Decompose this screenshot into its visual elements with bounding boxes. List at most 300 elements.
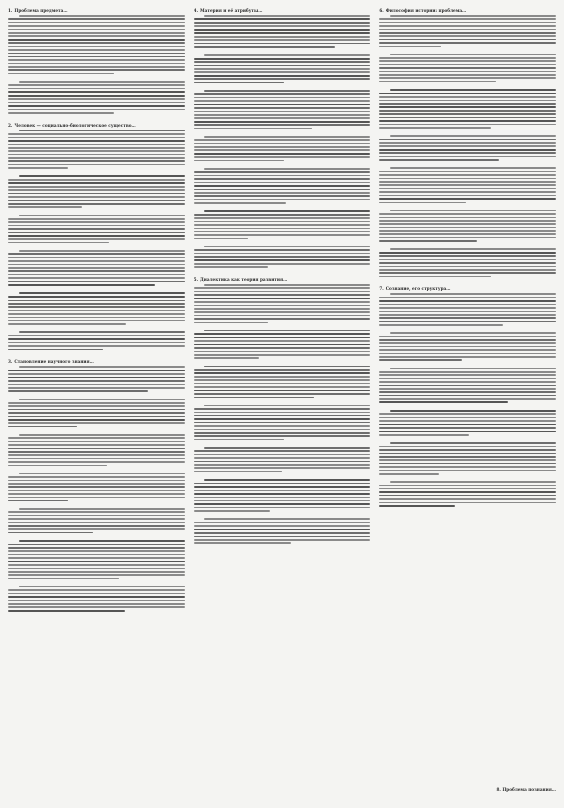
text-line xyxy=(19,331,185,333)
text-line xyxy=(379,470,556,472)
text-line xyxy=(8,320,185,322)
section-title-text: Сознание, его структура… xyxy=(385,286,451,292)
text-line xyxy=(379,110,556,112)
text-line xyxy=(379,93,556,95)
text-line xyxy=(8,349,103,351)
text-line xyxy=(194,386,371,388)
text-line xyxy=(379,374,556,376)
text-line xyxy=(194,439,284,441)
text-line xyxy=(379,336,556,338)
text-line xyxy=(379,139,556,141)
text-line xyxy=(8,323,126,325)
text-line xyxy=(194,390,371,392)
text-line xyxy=(379,463,556,465)
text-line xyxy=(8,253,185,255)
text-line xyxy=(194,29,371,31)
text-line xyxy=(379,156,556,158)
text-line xyxy=(8,102,185,104)
text-line xyxy=(194,143,371,145)
text-line xyxy=(8,480,185,482)
section xyxy=(194,8,371,268)
section-title xyxy=(194,277,371,282)
text-line xyxy=(8,486,185,488)
text-line xyxy=(194,149,371,151)
text-line xyxy=(8,260,185,262)
text-line xyxy=(194,39,371,41)
text-line xyxy=(194,422,371,424)
text-line xyxy=(8,603,185,605)
text-line xyxy=(379,237,556,239)
text-line xyxy=(8,490,185,492)
section-title xyxy=(8,8,185,13)
text-line xyxy=(8,32,185,34)
text-line xyxy=(379,276,490,278)
text-line xyxy=(194,75,371,77)
text-line xyxy=(194,340,371,342)
text-line xyxy=(8,550,185,552)
text-line xyxy=(19,540,185,542)
text-line xyxy=(379,502,556,504)
section-title-text: Проблема предмета… xyxy=(14,8,68,13)
text-line xyxy=(379,159,499,161)
text-line xyxy=(8,257,185,259)
paragraph-gap xyxy=(194,131,371,134)
text-line xyxy=(194,294,371,296)
text-line xyxy=(379,233,556,235)
text-line xyxy=(194,249,371,251)
text-line xyxy=(379,106,556,108)
text-line xyxy=(194,425,371,427)
section-number: 2. xyxy=(8,122,13,128)
text-line xyxy=(8,98,185,100)
text-line xyxy=(194,228,371,230)
text-line xyxy=(379,71,556,73)
text-line xyxy=(194,500,371,502)
text-line xyxy=(379,272,556,274)
text-line xyxy=(19,399,185,401)
text-line xyxy=(8,18,185,20)
text-line xyxy=(194,301,371,303)
text-line xyxy=(194,464,371,466)
text-line xyxy=(194,536,371,538)
text-line xyxy=(194,32,371,34)
text-line xyxy=(194,490,371,492)
text-line xyxy=(8,448,185,450)
text-line xyxy=(194,315,371,317)
text-line xyxy=(8,511,185,513)
text-line xyxy=(194,214,371,216)
text-line xyxy=(379,181,556,183)
section-body xyxy=(194,284,371,544)
text-line xyxy=(390,167,556,169)
text-line xyxy=(8,221,185,223)
text-line xyxy=(194,351,371,353)
text-line xyxy=(8,270,185,272)
text-line xyxy=(8,186,185,188)
paragraph-gap xyxy=(379,163,556,166)
text-line xyxy=(379,297,556,299)
text-line xyxy=(8,342,185,344)
text-line xyxy=(379,103,556,105)
text-line xyxy=(379,413,556,415)
text-line xyxy=(8,22,185,24)
text-line xyxy=(19,473,185,475)
text-line xyxy=(8,370,185,372)
text-line xyxy=(379,459,556,461)
text-line xyxy=(204,479,370,481)
text-line xyxy=(8,426,77,428)
text-line xyxy=(8,561,185,563)
text-line xyxy=(8,600,185,602)
text-line xyxy=(8,137,185,139)
text-line xyxy=(379,353,556,355)
text-line xyxy=(379,449,556,451)
text-line xyxy=(8,419,185,421)
text-line xyxy=(8,69,185,71)
text-line xyxy=(194,344,371,346)
text-line xyxy=(204,210,370,212)
paragraph-gap xyxy=(8,76,185,79)
text-line xyxy=(379,431,556,433)
text-line xyxy=(379,395,556,397)
paragraph-gap xyxy=(8,327,185,330)
text-line xyxy=(194,539,371,541)
text-line xyxy=(379,427,556,429)
text-line xyxy=(194,128,312,130)
text-line xyxy=(204,136,370,138)
text-line xyxy=(194,231,371,233)
text-line xyxy=(8,518,185,520)
text-line xyxy=(194,139,371,141)
text-line xyxy=(8,267,185,269)
text-line xyxy=(8,578,119,580)
text-line xyxy=(8,200,185,202)
paragraph-gap xyxy=(194,474,371,477)
text-line xyxy=(390,368,556,370)
text-line xyxy=(194,263,371,265)
text-line xyxy=(379,57,556,59)
section xyxy=(194,277,371,544)
paragraph-gap xyxy=(194,400,371,403)
section-body xyxy=(8,130,185,350)
text-line xyxy=(379,398,556,400)
text-line xyxy=(379,171,556,173)
text-line xyxy=(8,167,68,169)
text-line xyxy=(379,220,556,222)
text-line xyxy=(379,117,556,119)
text-line xyxy=(194,318,371,320)
text-line xyxy=(194,100,371,102)
text-line xyxy=(8,203,185,205)
text-line xyxy=(204,366,370,368)
text-line xyxy=(19,366,185,368)
text-line xyxy=(8,150,185,152)
text-line xyxy=(8,310,185,312)
text-line xyxy=(390,332,556,334)
text-line xyxy=(194,256,371,258)
text-line xyxy=(8,56,185,58)
text-line xyxy=(379,466,556,468)
text-line xyxy=(379,230,556,232)
text-line xyxy=(194,121,371,123)
text-line xyxy=(8,454,185,456)
text-line xyxy=(194,175,371,177)
section xyxy=(379,286,556,506)
text-line xyxy=(194,354,371,356)
text-line xyxy=(390,293,556,295)
text-line xyxy=(194,429,371,431)
text-line xyxy=(379,195,556,197)
text-line xyxy=(194,46,335,48)
text-line xyxy=(8,500,68,502)
text-line xyxy=(8,574,185,576)
text-line xyxy=(8,238,185,240)
text-line xyxy=(19,15,185,17)
text-line xyxy=(194,529,371,531)
text-line xyxy=(8,458,185,460)
text-line xyxy=(194,58,371,60)
section-body xyxy=(8,366,185,611)
text-line xyxy=(194,298,371,300)
text-line xyxy=(8,444,185,446)
paragraph-gap xyxy=(8,429,185,432)
paragraph-gap xyxy=(8,171,185,174)
text-line xyxy=(379,96,556,98)
text-line xyxy=(8,416,185,418)
text-line xyxy=(8,133,185,135)
section-title-text: Философия истории: проблема… xyxy=(385,8,467,13)
text-line xyxy=(8,105,185,107)
text-line xyxy=(379,178,556,180)
text-line xyxy=(8,39,185,41)
section-number: 5. xyxy=(193,277,199,282)
text-line xyxy=(8,109,185,111)
paragraph-gap xyxy=(194,241,371,244)
text-line xyxy=(379,188,556,190)
text-line xyxy=(204,246,370,248)
text-line xyxy=(194,97,371,99)
text-line xyxy=(379,391,556,393)
paragraph-gap xyxy=(379,405,556,408)
text-line xyxy=(8,277,185,279)
text-line xyxy=(379,124,556,126)
text-line xyxy=(194,497,371,499)
text-line xyxy=(379,453,556,455)
text-line xyxy=(8,179,185,181)
text-line xyxy=(8,476,185,478)
text-line xyxy=(204,447,370,449)
text-line xyxy=(8,525,185,527)
paragraph-gap xyxy=(8,394,185,397)
text-line xyxy=(379,262,556,264)
paragraph-gap xyxy=(379,244,556,247)
text-line xyxy=(194,291,371,293)
text-line xyxy=(194,36,371,38)
text-line xyxy=(390,248,556,250)
text-line xyxy=(8,405,185,407)
text-line xyxy=(194,224,371,226)
text-line xyxy=(194,61,371,63)
text-line xyxy=(8,402,185,404)
text-line xyxy=(194,486,371,488)
text-line xyxy=(379,25,556,27)
section-number: 3. xyxy=(8,359,13,365)
text-line xyxy=(390,481,556,483)
text-line xyxy=(379,456,556,458)
text-line xyxy=(379,142,556,144)
text-line xyxy=(379,346,556,348)
text-line xyxy=(194,259,371,261)
text-line xyxy=(8,225,185,227)
text-line xyxy=(390,135,556,137)
section-body xyxy=(8,15,185,114)
text-line xyxy=(194,457,371,459)
text-line xyxy=(194,68,371,70)
text-line xyxy=(8,422,185,424)
text-line xyxy=(379,314,556,316)
text-line xyxy=(379,321,556,323)
text-line xyxy=(204,168,370,170)
text-line xyxy=(194,107,371,109)
section-title xyxy=(379,286,556,291)
paragraph-gap xyxy=(194,206,371,209)
section-body xyxy=(194,15,371,268)
text-line xyxy=(8,437,185,439)
text-line xyxy=(8,532,93,534)
text-line xyxy=(19,292,185,294)
text-line xyxy=(194,454,371,456)
text-line xyxy=(8,380,185,382)
paragraph-gap xyxy=(8,288,185,291)
text-line xyxy=(379,491,556,493)
text-line xyxy=(379,485,556,487)
text-line xyxy=(379,42,556,44)
text-line xyxy=(194,372,371,374)
text-line xyxy=(194,253,371,255)
text-line xyxy=(194,376,371,378)
text-line xyxy=(8,53,185,55)
text-line xyxy=(8,610,125,612)
text-line xyxy=(379,381,556,383)
text-line xyxy=(194,415,371,417)
section-title xyxy=(194,8,371,13)
text-line xyxy=(379,184,556,186)
text-line xyxy=(194,160,284,162)
text-line xyxy=(19,81,185,83)
text-line xyxy=(19,130,185,132)
paragraph-gap xyxy=(194,361,371,364)
text-line xyxy=(379,74,556,76)
section-number: 1. xyxy=(8,8,13,13)
text-line xyxy=(194,525,371,527)
paragraph-gap xyxy=(379,363,556,366)
text-line xyxy=(8,547,185,549)
text-line xyxy=(194,238,249,240)
paragraph-gap xyxy=(8,468,185,471)
text-line xyxy=(194,117,371,119)
text-line xyxy=(379,217,556,219)
text-line xyxy=(194,217,371,219)
text-line xyxy=(8,306,185,308)
text-line xyxy=(194,383,371,385)
text-line xyxy=(379,32,556,34)
text-line xyxy=(8,84,185,86)
text-line xyxy=(194,503,371,505)
text-line xyxy=(379,191,556,193)
text-line xyxy=(379,198,556,200)
text-line xyxy=(8,242,109,244)
text-line xyxy=(8,493,185,495)
text-line xyxy=(8,589,185,591)
text-line xyxy=(194,266,268,268)
section-title xyxy=(8,123,185,128)
text-line xyxy=(194,153,371,155)
text-line xyxy=(194,192,371,194)
text-line xyxy=(379,371,556,373)
text-line xyxy=(8,88,185,90)
text-line xyxy=(379,269,556,271)
text-line xyxy=(379,29,556,31)
text-line xyxy=(8,25,185,27)
text-line xyxy=(8,461,185,463)
text-line xyxy=(8,228,185,230)
text-line xyxy=(8,29,185,31)
text-line xyxy=(194,532,371,534)
text-line xyxy=(194,393,371,395)
text-line xyxy=(8,112,114,114)
text-line xyxy=(379,266,556,268)
text-line xyxy=(8,95,185,97)
text-line xyxy=(8,390,148,392)
text-line xyxy=(19,586,185,588)
text-line xyxy=(194,82,284,84)
text-line xyxy=(194,435,371,437)
text-line xyxy=(8,206,82,208)
text-line xyxy=(8,384,185,386)
text-line xyxy=(194,146,371,148)
section-title xyxy=(379,8,556,13)
text-line xyxy=(379,339,556,341)
text-line xyxy=(390,15,556,17)
text-line xyxy=(8,140,185,142)
text-line xyxy=(194,337,371,339)
footer-section-title: 8. Проблема познания… xyxy=(496,787,556,792)
text-line xyxy=(194,322,268,324)
text-line xyxy=(379,505,455,507)
paragraph-gap xyxy=(194,85,371,88)
text-line xyxy=(379,300,556,302)
text-line xyxy=(194,408,371,410)
text-line xyxy=(8,373,185,375)
text-line xyxy=(194,510,270,512)
text-line xyxy=(379,378,556,380)
text-line xyxy=(379,495,556,497)
text-line xyxy=(8,147,185,149)
text-line xyxy=(379,100,556,102)
paragraph-gap xyxy=(8,535,185,538)
text-line xyxy=(194,311,371,313)
text-line xyxy=(204,405,370,407)
text-line xyxy=(194,156,371,158)
text-line xyxy=(8,564,185,566)
text-line xyxy=(379,46,441,48)
text-line xyxy=(204,54,370,56)
text-line xyxy=(379,174,556,176)
text-line xyxy=(8,313,185,315)
text-line xyxy=(379,149,556,151)
text-line xyxy=(379,223,556,225)
text-line xyxy=(194,114,371,116)
